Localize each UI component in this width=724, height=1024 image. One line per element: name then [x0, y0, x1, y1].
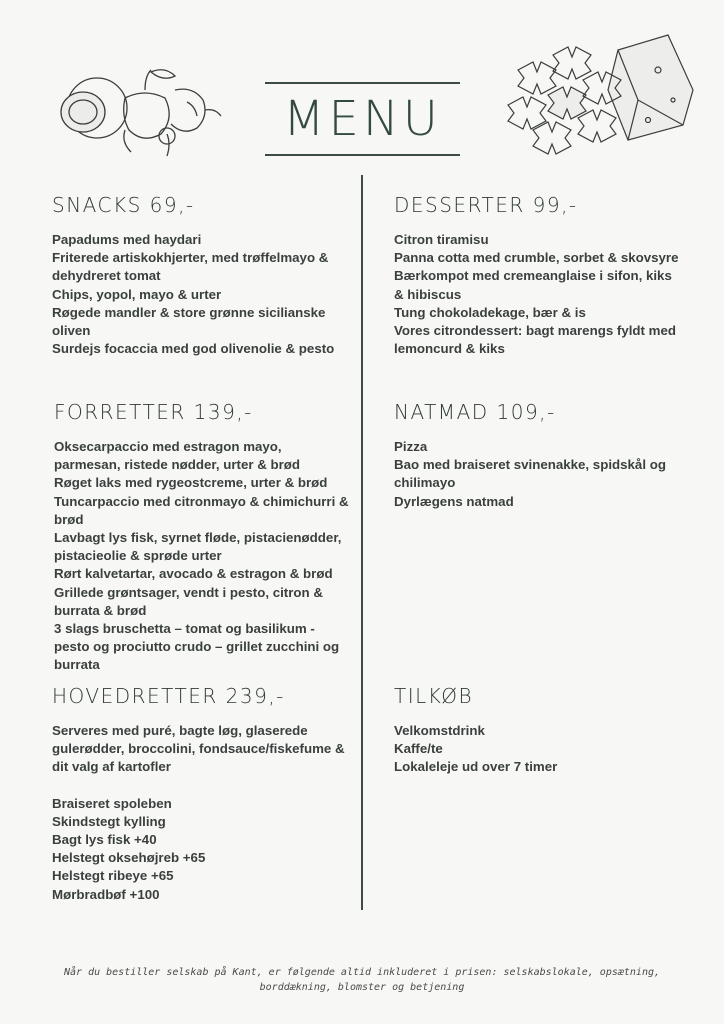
section-intro: Serveres med puré, bagte løg, glaserede gulerødder, broccolini, fondsauce/fiskefume & dit valg af kartofler	[52, 723, 345, 775]
column-divider	[361, 175, 363, 910]
item-list	[52, 722, 347, 904]
list-item: Røget laks med rygeostcreme, urter & brød	[54, 475, 328, 491]
list-item: Panna cotta med crumble, sorbet & skovsyre	[394, 250, 679, 266]
section-hovedretter	[52, 684, 347, 904]
section-heading: FORRETTER 139,-	[54, 400, 253, 424]
list-item: Bagt lys fisk +40	[52, 832, 157, 848]
list-item: Helstegt oksehøjreb +65	[52, 850, 206, 866]
list-item: Friterede artiskokhjerter, med trøffelmayo & dehydreret tomat	[52, 250, 329, 284]
footer-note: Når du bestiller selskab på Kant, er følgende altid inkluderet i prisen: selskabslokale, opsætning, borddækning, blomster og betjening	[63, 967, 661, 993]
section-desserter	[394, 193, 684, 358]
list-item: Helstegt ribeye +65	[52, 868, 174, 884]
list-item: Lavbagt lys fisk, syrnet fløde, pistacienødder, pistacieolie & sprøde urter	[54, 530, 342, 564]
vegetables-illustration	[55, 60, 235, 160]
list-item: Vores citrondessert: bagt marengs fyldt med lemoncurd & kiks	[394, 323, 677, 357]
list-item: Tuncarpaccio med citronmayo & chimichurri & brød	[54, 493, 349, 527]
list-item: Grillede grøntsager, vendt i pesto, citron & burrata & brød	[54, 584, 323, 618]
section-natmad	[394, 400, 684, 511]
section-tilkob	[394, 684, 684, 777]
title-box	[265, 82, 460, 156]
list-item: 3 slags bruschetta – tomat og basilikum - pesto og prociutto crudo – grillet zucchini og burrata	[54, 621, 340, 673]
item-list	[394, 438, 684, 511]
list-item: Røgede mandler & store grønne sicilianske oliven	[52, 304, 326, 339]
list-item: Velkomstdrink	[394, 723, 485, 738]
item-list	[54, 438, 349, 675]
list-item: Bærkompot med cremeanglaise i sifon, kiks & hibiscus	[394, 268, 672, 302]
section-heading: SNACKS 69,-	[52, 193, 195, 217]
pasta-cheese-illustration	[498, 30, 698, 155]
list-item: Citron tiramisu	[394, 232, 489, 247]
list-item: Skindstegt kylling	[52, 813, 166, 829]
list-item: Rørt kalvetartar, avocado & estragon & brød	[54, 566, 333, 582]
section-heading: TILKØB	[394, 684, 474, 708]
list-item: Mørbradbøf +100	[52, 886, 160, 902]
item-list	[394, 231, 684, 358]
list-item: Bao med braiseret svinenakke, spidskål og chilimayo	[394, 457, 666, 491]
list-item: Chips, yopol, mayo & urter	[52, 286, 222, 302]
list-item: Oksecarpaccio med estragon mayo, parmesan, ristede nødder, urter & brød	[54, 439, 301, 473]
page-title: MENU	[283, 91, 442, 147]
section-heading: NATMAD 109,-	[394, 400, 556, 424]
spacer	[52, 777, 347, 795]
item-list	[52, 231, 342, 358]
list-item: Lokaleleje ud over 7 timer	[394, 759, 558, 775]
list-item: Surdejs focaccia med god olivenolie & pesto	[52, 341, 335, 357]
list-item: Braiseret spoleben	[52, 795, 172, 811]
list-item: Kaffe/te	[394, 741, 443, 757]
list-item: Tung chokoladekage, bær & is	[394, 304, 586, 320]
section-forretter	[54, 400, 349, 675]
list-item: Papadums med haydari	[52, 232, 202, 247]
section-heading: HOVEDRETTER 239,-	[52, 684, 285, 708]
list-item: Dyrlægens natmad	[394, 493, 514, 509]
section-heading: DESSERTER 99,-	[394, 193, 578, 217]
section-snacks	[52, 193, 342, 358]
list-item: Pizza	[394, 439, 428, 454]
item-list	[394, 722, 684, 777]
